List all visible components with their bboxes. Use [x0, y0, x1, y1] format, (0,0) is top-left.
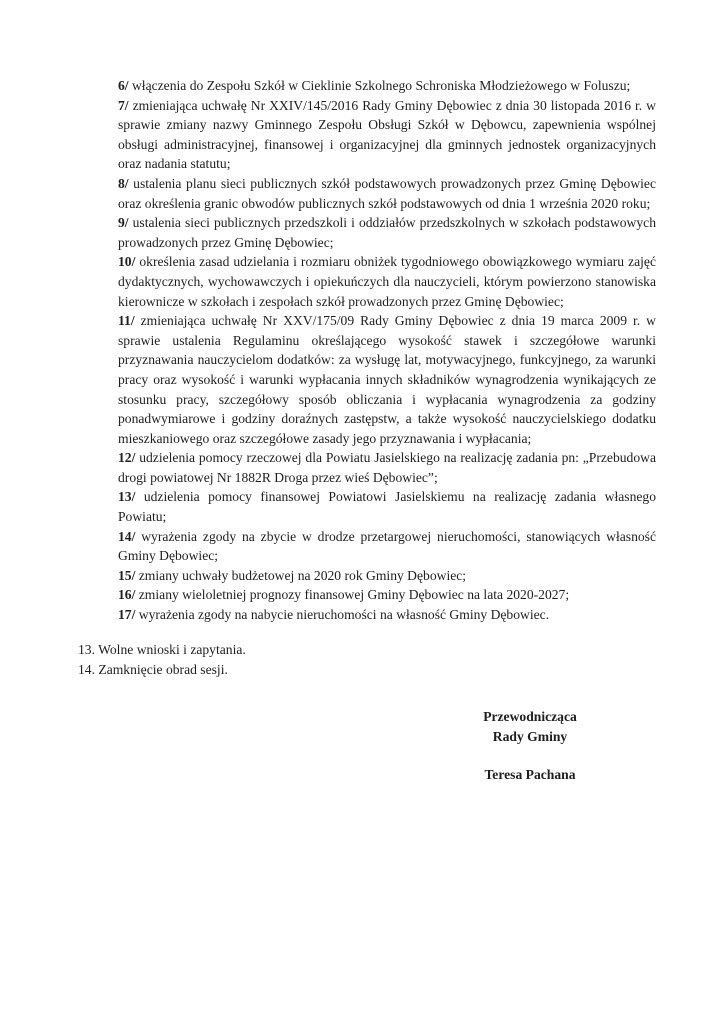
signature-block — [440, 707, 620, 785]
list-item — [118, 527, 656, 566]
item-number: 17/ — [118, 607, 136, 623]
item-text: zmieniająca uchwałę Nr XXV/175/09 Rady Gminy Dębowiec z dnia 19 marca 2009 r. w sprawie ustalenia Regulaminu określającego wysokość stawek i szczegółowe warunki przyznawania nauczycielom dodatków: za wysługę lat, motywacyjnego, funkcyjnego, za warunki pracy oraz wysokość i warunki wypłacania innych składników wynagrodzenia wynikających ze stosunku pracy, szczegółowy sposób obliczania i wypłacania wynagrodzenia za godziny ponadwymiarowe i godziny doraźnych zastępstw, a także wysokość nauczycielskiego dodatku mieszkaniowego oraz szczegółowe zasady jego przyznawania i wypłacania; — [118, 313, 656, 446]
signature-name: Teresa Pachana — [484, 767, 576, 783]
list-item — [118, 448, 656, 487]
list-item — [118, 76, 656, 96]
item-text: zmiany wieloletniej prognozy finansowej Gminy Dębowiec na lata 2020-2027; — [135, 587, 570, 603]
item-text: wyrażenia zgody na zbycie w drodze przetargowej nieruchomości, stanowiących własność Gminy Dębowiec; — [118, 528, 656, 564]
resolution-list — [118, 76, 656, 625]
item-text: udzielenia pomocy rzeczowej dla Powiatu Jasielskiego na realizację zadania pn: „Przebudowa drogi powiatowej Nr 1882R Droga przez wieś Dębowiec”; — [118, 450, 656, 485]
list-item — [118, 605, 656, 625]
item-text: włączenia do Zespołu Szkół w Cieklinie Szkolnego Schroniska Młodzieżowego w Foluszu; — [128, 78, 631, 93]
item-number: 16/ — [118, 587, 136, 603]
list-item — [118, 585, 656, 605]
agenda-list — [78, 640, 478, 679]
signature-council: Rady Gminy — [492, 728, 568, 744]
item-number: 10/ — [118, 254, 136, 270]
item-text: zmieniająca uchwałę Nr XXIV/145/2016 Rady Gminy Dębowiec z dnia 30 listopada 2016 r. w sprawie zmiany nazwy Gminnego Zespołu Obsługi Szkół w Dębowcu, zapewnienia wspólnej obsługi administracyjnej, finansowej i organizacyjnej dla gminnych jednostek organizacyjnych oraz nadania statutu; — [118, 97, 656, 172]
item-text: zmiany uchwały budżetowej na 2020 rok Gminy Dębowiec; — [135, 567, 467, 583]
item-text: ustalenia planu sieci publicznych szkół podstawowych prowadzonych przez Gminę Dębowiec oraz określenia granic obwodów publicznych szkół podstawowych od dnia 1 września 2020 roku; — [118, 175, 656, 211]
list-item — [118, 487, 656, 526]
item-number: 12/ — [118, 450, 136, 466]
item-number: 8/ — [118, 175, 129, 191]
list-item — [118, 96, 656, 174]
item-number: 15/ — [118, 567, 136, 583]
item-text: wyrażenia zgody na nabycie nieruchomości na własność Gminy Dębowiec. — [135, 607, 550, 623]
list-item — [118, 311, 656, 448]
signature-title: Przewodnicząca — [483, 709, 577, 724]
list-item — [118, 213, 656, 252]
list-item — [118, 252, 656, 311]
item-text: ustalenia sieci publicznych przedszkoli i oddziałów przedszkolnych w szkołach podstawowych prowadzonych przez Gminę Dębowiec; — [118, 215, 656, 250]
item-text: określenia zasad udzielania i rozmiaru obniżek tygodniowego obowiązkowego wymiaru zajęć dydaktycznych, wychowawczych i opiekuńczych dla nauczycieli, którym powierzono stanowiska kierownicze w szkołach i zespołach szkół prowadzonych przez Gminę Dębowiec; — [118, 254, 656, 309]
item-number: 7/ — [118, 97, 129, 113]
agenda-item: 14. Zamknięcie obrad sesji. — [78, 661, 228, 677]
item-number: 14/ — [118, 528, 136, 544]
item-number: 6/ — [118, 78, 129, 93]
item-number: 11/ — [118, 313, 135, 329]
item-text: udzielenia pomocy finansowej Powiatowi Jasielskiemu na realizację zadania własnego Powiatu; — [118, 489, 656, 525]
agenda-item: 13. Wolne wnioski i zapytania. — [78, 642, 246, 657]
list-item — [118, 566, 656, 586]
item-number: 9/ — [118, 215, 129, 231]
item-number: 13/ — [118, 489, 136, 505]
list-item — [118, 174, 656, 213]
